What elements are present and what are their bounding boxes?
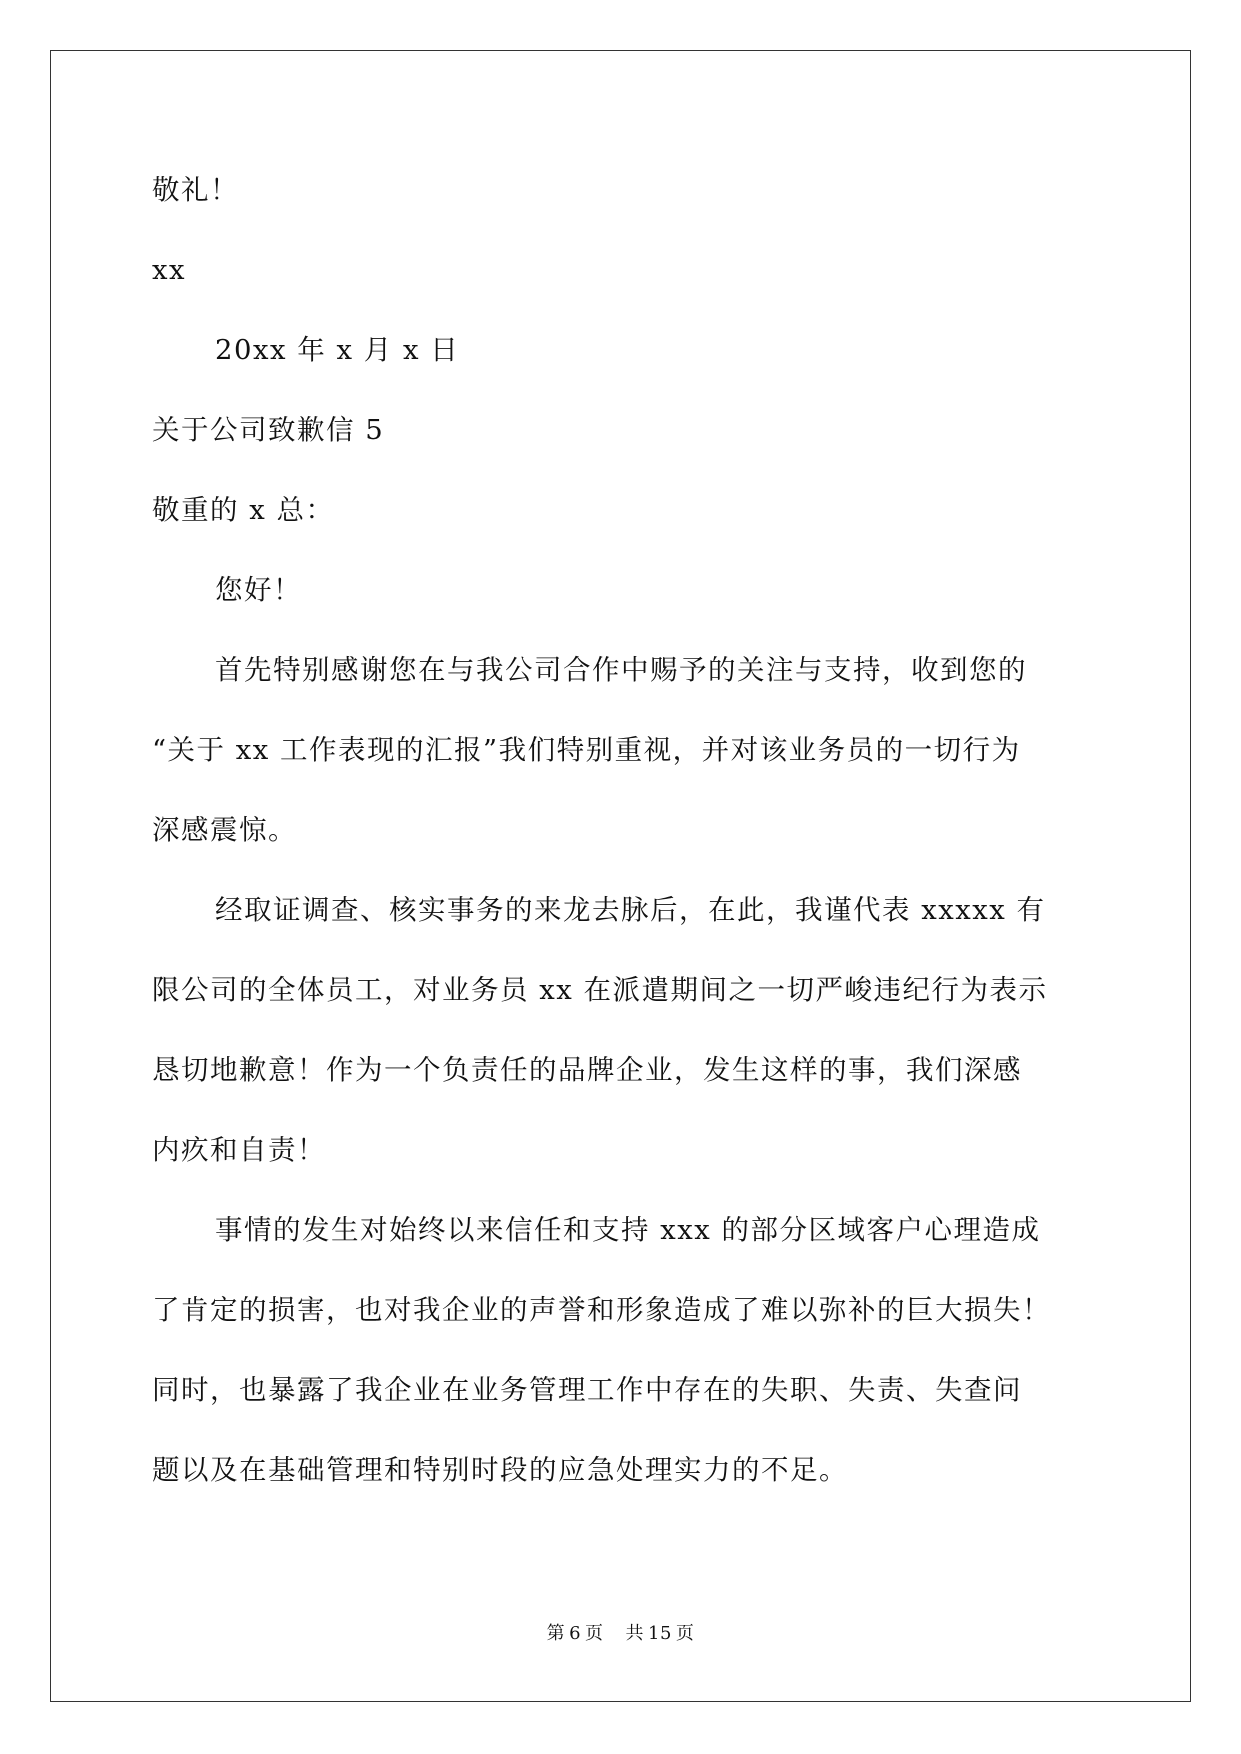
page-number-prefix: 第 [546, 1623, 566, 1644]
page-total: 15 [648, 1623, 672, 1644]
paragraph-line: 首先特别感谢您在与我公司合作中赐予的关注与支持，收到您的 [215, 654, 1027, 686]
page-footer [0, 1622, 1241, 1646]
paragraph-line: 经取证调查、核实事务的来龙去脉后，在此，我谨代表 xxxxx 有 [215, 894, 1046, 926]
page-total-prefix: 共 [625, 1623, 645, 1644]
page-total-unit: 页 [675, 1623, 695, 1644]
paragraph-line: 深感震惊。 [152, 814, 297, 846]
page-number-unit: 页 [585, 1623, 604, 1644]
paragraph-line: 题以及在基础管理和特别时段的应急处理实力的不足。 [152, 1454, 848, 1486]
signature-name: xx [152, 254, 187, 286]
paragraph-line: 内疚和自责！ [152, 1134, 326, 1166]
paragraph-line: 限公司的全体员工，对业务员 xx 在派遣期间之一切严峻违纪行为表示 [152, 974, 1048, 1006]
page-number-current: 6 [569, 1623, 582, 1644]
paragraph-line: 同时，也暴露了我企业在业务管理工作中存在的失职、失责、失查问 [152, 1374, 1022, 1406]
paragraph-line: “关于 xx 工作表现的汇报”我们特别重视，并对该业务员的一切行为 [152, 734, 1021, 766]
paragraph-line: 事情的发生对始终以来信任和支持 xxx 的部分区域客户心理造成 [215, 1214, 1041, 1246]
letter-title: 关于公司致歉信 5 [152, 414, 385, 446]
paragraph-line: 了肯定的损害，也对我企业的声誉和形象造成了难以弥补的巨大损失！ [152, 1294, 1051, 1326]
paragraph-line: 恳切地歉意！作为一个负责任的品牌企业，发生这样的事，我们深感 [152, 1054, 1022, 1086]
closing-salutation: 敬礼！ [152, 174, 239, 206]
signature-date: 20xx 年 x 月 x 日 [215, 334, 460, 366]
letter-addressee: 敬重的 x 总： [152, 494, 335, 526]
greeting: 您好！ [215, 574, 302, 606]
